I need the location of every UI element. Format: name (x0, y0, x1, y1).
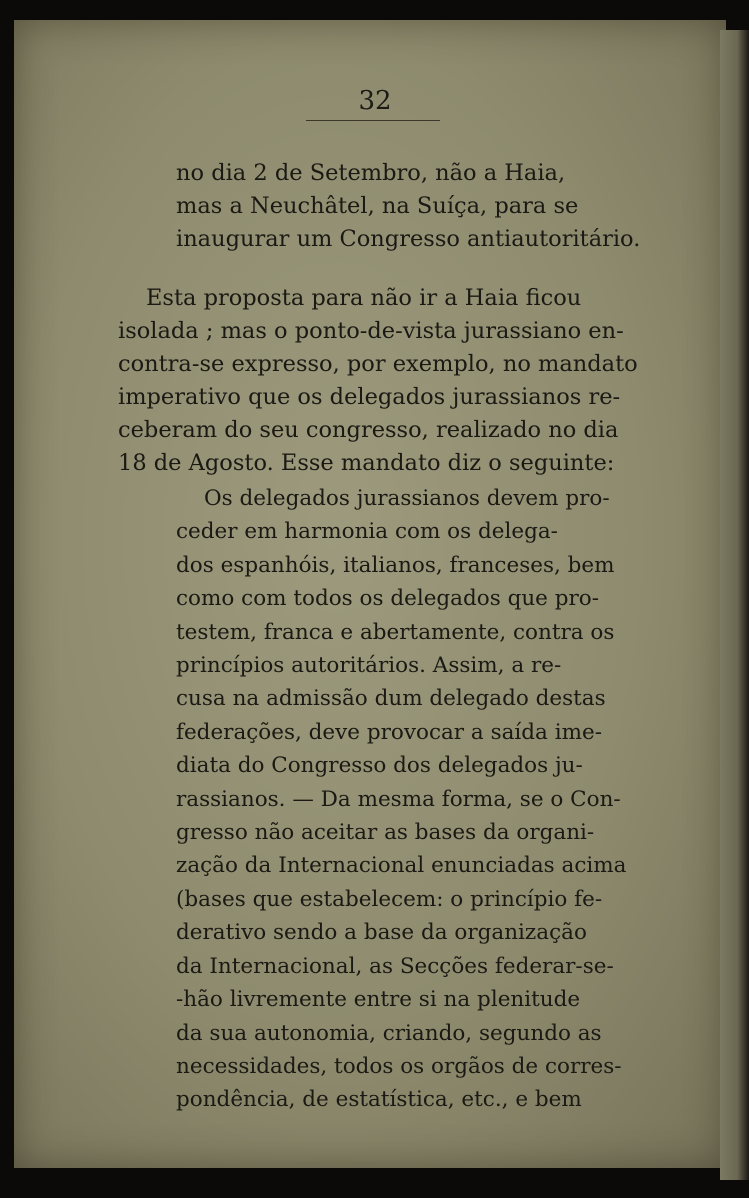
text-line: Esta proposta para não ir a Haia ficou (146, 285, 582, 311)
text-line: ceberam do seu congresso, realizado no dia (118, 417, 619, 443)
text-line: isolada ; mas o ponto-de-vista jurassiano en- (118, 318, 624, 344)
text-line: contra-se expresso, por exemplo, no mandato (118, 351, 638, 377)
header-rule (306, 120, 440, 121)
text-line: imperativo que os delegados jurassianos re- (118, 384, 621, 410)
main-paragraph (118, 282, 638, 480)
text-line: princípios autoritários. Assim, a re- (176, 653, 562, 679)
text-line: gresso não aceitar as bases da organi- (176, 820, 595, 846)
text-line: 18 de Agosto. Esse mandato diz o seguinte: (118, 450, 615, 476)
text-line: ceder em harmonia com os delega- (176, 519, 558, 545)
text-line: -hão livremente entre si na plenitude (176, 987, 581, 1013)
adjacent-page-edge (720, 30, 749, 1180)
intro-paragraph (176, 157, 640, 256)
text-line: inaugurar um Congresso antiautoritário. (176, 226, 641, 252)
text-line: mas a Neuchâtel, na Suíça, para se (176, 193, 579, 219)
text-line: necessidades, todos os orgãos de corres- (176, 1053, 622, 1079)
text-line: da Internacional, as Secções federar-se- (176, 953, 614, 979)
quoted-mandate (176, 482, 626, 1117)
page-number: 32 (358, 86, 392, 116)
text-line: testem, franca e abertamente, contra os (176, 619, 615, 645)
text-line: derativo sendo a base da organização (176, 920, 587, 946)
text-line: dos espanhóis, italianos, franceses, bem (176, 552, 615, 578)
text-line: (bases que estabelecem: o princípio fe- (176, 886, 603, 912)
text-line: cusa na admissão dum delegado destas (176, 686, 606, 712)
text-line: Os delegados jurassianos devem pro- (204, 486, 610, 511)
text-line: diata do Congresso dos delegados ju- (176, 753, 583, 779)
text-line: no dia 2 de Setembro, não a Haia, (176, 160, 566, 186)
text-line: federações, deve provocar a saída ime- (176, 719, 602, 745)
text-line: da sua autonomia, criando, segundo as (176, 1020, 602, 1046)
text-line: rassianos. — Da mesma forma, se o Con- (176, 786, 621, 812)
text-line: zação da Internacional enunciadas acima (176, 853, 627, 879)
text-line: pondência, de estatística, etc., e bem (176, 1087, 582, 1113)
text-line: como com todos os delegados que pro- (176, 586, 599, 612)
